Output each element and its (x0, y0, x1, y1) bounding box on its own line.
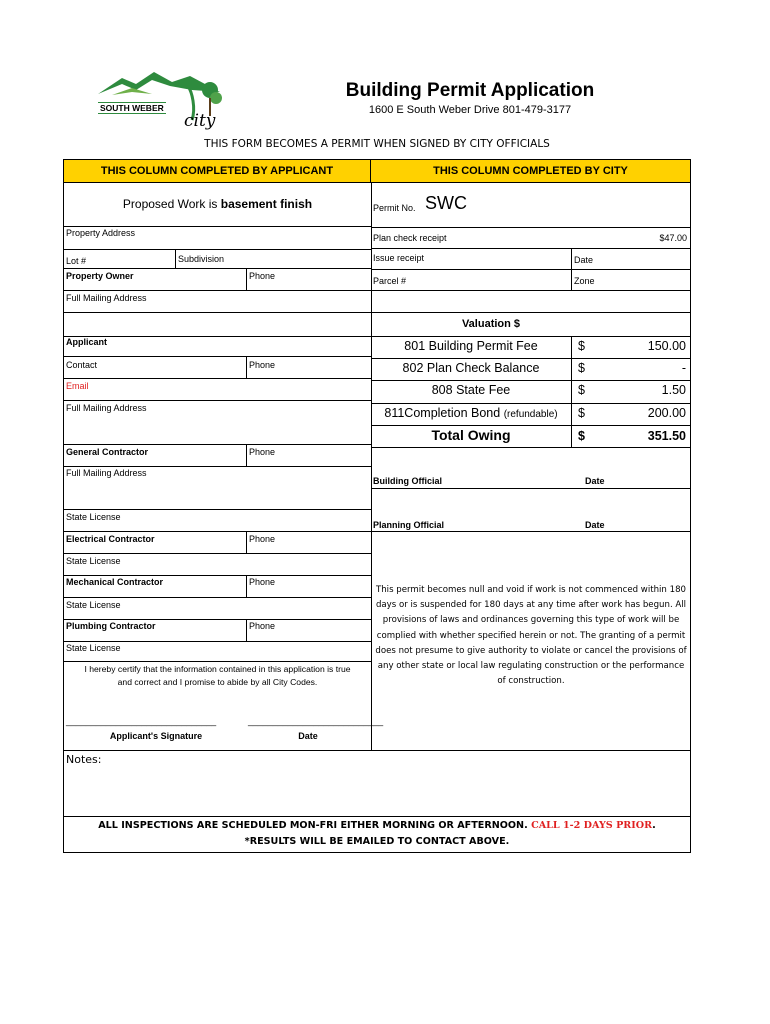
plumbing-state-license-field[interactable]: State License (66, 643, 121, 653)
signature-line[interactable]: ______________________________ (66, 716, 217, 726)
property-owner-field[interactable]: Property Owner (66, 271, 134, 281)
disclaimer-line: complied with whether specified herein or not. The granting of a permit (376, 630, 686, 641)
owner-mailing-address-field[interactable]: Full Mailing Address (66, 293, 147, 303)
applicant-mailing-address-field[interactable]: Full Mailing Address (66, 403, 147, 413)
fee-label: 802 Plan Check Balance (402, 361, 540, 375)
gc-mailing-address-field[interactable]: Full Mailing Address (66, 468, 147, 478)
fee-label: 808 State Fee (431, 383, 511, 397)
lot-field[interactable]: Lot # (66, 256, 87, 266)
signature-date-line[interactable]: ___________________________ (248, 716, 384, 726)
planning-official-field[interactable]: Planning Official (373, 520, 445, 530)
fee-currency: $ (578, 383, 585, 397)
parcel-field[interactable]: Parcel # (373, 276, 407, 286)
plumbing-phone-field[interactable]: Phone (249, 621, 276, 631)
proposed-work (64, 197, 371, 211)
fee-label: 801 Building Permit Fee (404, 339, 538, 353)
fee-currency: $ (578, 406, 585, 420)
electrical-phone-field[interactable]: Phone (249, 534, 276, 544)
issue-receipt-field[interactable]: Issue receipt (373, 253, 425, 263)
results-notice: *RESULTS WILL BE EMAILED TO CONTACT ABOVE. (244, 836, 510, 847)
logo-text-top: SOUTH WEBER (100, 103, 164, 113)
fee-amount: 150.00 (647, 339, 686, 353)
total-owing-currency: $ (578, 429, 585, 443)
inspection-notice-end: . (652, 820, 656, 831)
planning-official-date-field[interactable]: Date (585, 520, 605, 530)
fee-row (372, 406, 690, 426)
applicant-column-header: THIS COLUMN COMPLETED BY APPLICANT (63, 159, 371, 183)
mechanical-phone-field[interactable]: Phone (249, 577, 276, 587)
applicant-field[interactable]: Applicant (66, 337, 108, 347)
issue-date-field[interactable]: Date (574, 255, 594, 265)
city-address: 1600 E South Weber Drive 801-479-3177 (368, 104, 572, 116)
permit-no-value[interactable]: SWC (425, 193, 467, 213)
fee-amount: - (681, 361, 686, 375)
total-owing-label: Total Owing (431, 427, 511, 443)
inspection-notice-call: CALL 1-2 DAYS PRIOR (531, 820, 653, 831)
page-title: Building Permit Application (345, 80, 595, 101)
permit-no-label: Permit No. (373, 203, 416, 213)
city-logo (92, 68, 232, 130)
electrical-contractor-field[interactable]: Electrical Contractor (66, 534, 155, 544)
fee-currency: $ (578, 339, 585, 353)
logo-text-script: city (184, 111, 216, 131)
certification-line-1: I hereby certify that the information contained in this application is true (84, 664, 351, 674)
fee-note: (refundable) (503, 409, 558, 420)
contact-phone-field[interactable]: Phone (249, 360, 276, 370)
disclaimer-line: provisions of laws and ordinances governing this type of work will be (382, 615, 680, 626)
disclaimer-line: of construction. (497, 676, 565, 687)
disclaimer-line: This permit becomes null and void if work is not commenced within 180 (375, 585, 687, 595)
proposed-work-value: basement finish (220, 197, 313, 211)
applicant-signature-label: Applicant's Signature (109, 731, 203, 741)
email-field[interactable]: Email (66, 381, 89, 391)
contact-field[interactable]: Contact (66, 360, 98, 370)
mechanical-state-license-field[interactable]: State License (66, 600, 121, 610)
property-address-field[interactable]: Property Address (66, 228, 136, 238)
general-contractor-field[interactable]: General Contractor (66, 447, 149, 457)
building-official-date-field[interactable]: Date (585, 476, 605, 486)
fee-amount: 200.00 (647, 406, 686, 420)
total-owing-amount: 351.50 (647, 429, 686, 443)
notes-field[interactable]: Notes: (66, 753, 102, 766)
plan-check-amount: $47.00 (659, 233, 687, 243)
fee-label-group (372, 406, 570, 420)
disclaimer-line: days or is suspended for 180 days at any time after work has begun. All (375, 600, 687, 611)
permit-disclaimer (373, 583, 689, 689)
total-owing-row (372, 427, 690, 447)
gc-state-license-field[interactable]: State License (66, 512, 121, 522)
certification-line-2: and correct and I promise to abide by all City Codes. (117, 677, 318, 687)
fee-row (372, 361, 690, 381)
plumbing-contractor-field[interactable]: Plumbing Contractor (66, 621, 156, 631)
fee-row (372, 383, 690, 403)
owner-phone-field[interactable]: Phone (249, 271, 276, 281)
fee-row (372, 339, 690, 359)
disclaimer-line: any other state or local law regulating construction or the performance (377, 661, 685, 672)
inspection-notice-main: ALL INSPECTIONS ARE SCHEDULED MON-FRI EITHER MORNING OR AFTERNOON. (98, 820, 528, 831)
plan-check-receipt-field[interactable]: Plan check receipt (373, 233, 447, 243)
zone-field[interactable]: Zone (574, 276, 595, 286)
fee-label: 811Completion Bond (384, 406, 501, 420)
disclaimer-line: does not presume to give authority to violate or cancel the provisions of (375, 645, 687, 656)
building-official-field[interactable]: Building Official (373, 476, 442, 486)
fee-amount: 1.50 (661, 383, 686, 397)
form-notice: THIS FORM BECOMES A PERMIT WHEN SIGNED BY CITY OFFICIALS (204, 138, 550, 150)
mechanical-contractor-field[interactable]: Mechanical Contractor (66, 577, 164, 587)
gc-phone-field[interactable]: Phone (249, 447, 276, 457)
electrical-state-license-field[interactable]: State License (66, 556, 121, 566)
subdivision-field[interactable]: Subdivision (178, 254, 225, 264)
proposed-work-label: Proposed Work is (122, 197, 218, 211)
valuation-label[interactable]: Valuation $ (461, 318, 521, 330)
inspection-notice (63, 820, 691, 831)
city-column-header: THIS COLUMN COMPLETED BY CITY (371, 159, 691, 183)
fee-currency: $ (578, 361, 585, 375)
signature-date-label: Date (298, 731, 318, 741)
